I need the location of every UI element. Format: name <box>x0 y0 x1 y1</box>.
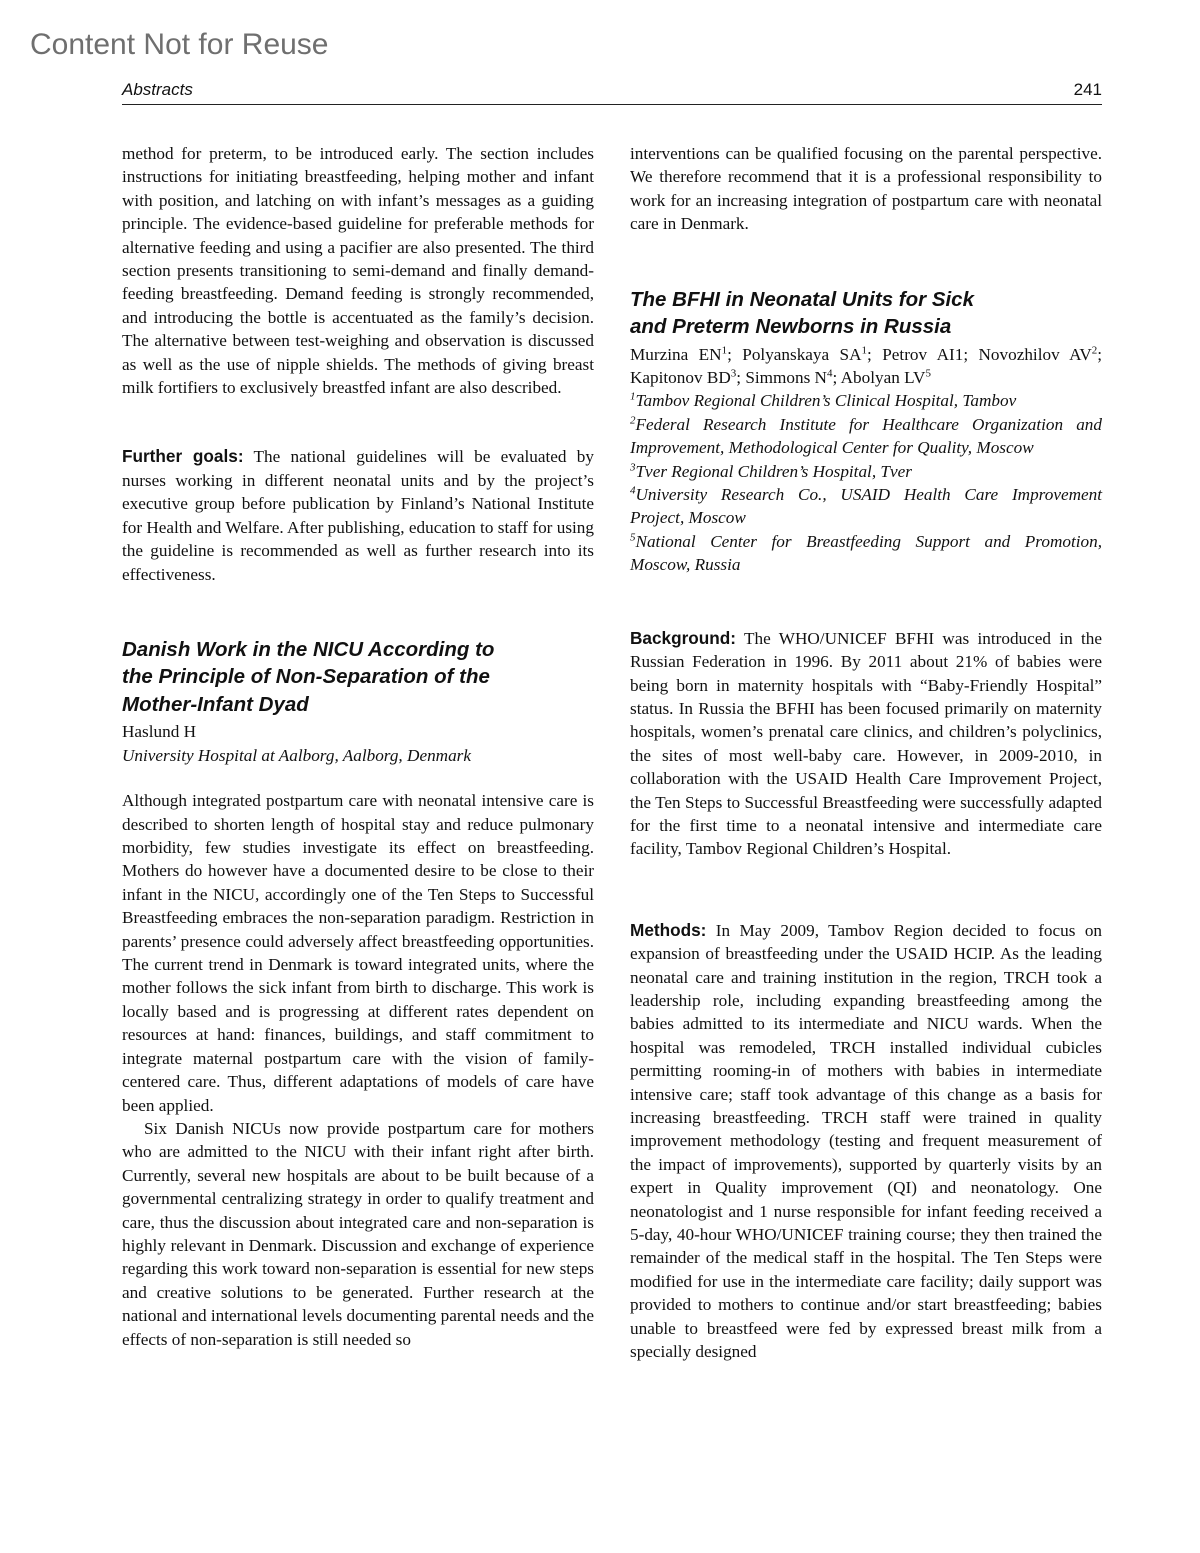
author-name: Kapitonov BD <box>630 368 731 388</box>
methods-label: Methods: <box>630 919 707 940</box>
paragraph: Although integrated postpartum care with neonatal intensive care is described to shorten length of hospital stay and reduce pulmonary morbidity, few studies investigate its effect on breastfeeding. Mothers do however have a documented desire to be close to their infant in the NICU, accordingly one of the Ten Steps to Successful Breastfeeding embraces the non-separation paradigm. Restriction in parents’ presence could adversely affect breastfeeding opportunities. The current trend in Denmark is toward integrated units, where the mother follows the sick infant from birth to discharge. This work is locally based and is progressing at different rates dependent on resources at hand: finances, buildings, and staff commitment to integrate maternal postpartum care with the vision of family-centered care. Thus, different adaptations of models of care have been applied. <box>122 791 594 1115</box>
title-line: Danish Work in the NICU According to <box>122 637 495 661</box>
affiliation: University Hospital at Aalborg, Aalborg, Denmark <box>122 745 471 765</box>
background-text: The WHO/UNICEF BFHI was introduced in the Russian Federation in 1996. By 2011 about 21% of babies were being born in maternity hospitals with “Baby-Friendly Hospital” status. In Russia the BFHI has been focused primarily on maternity hospitals, women’s prenatal care clinics, and children’s polyclinics, the sites of most well-baby care. However, in 2009-2010, in collaboration with the USAID Health Care Improvement Project, the Ten Steps to Successful Breastfeeding were successfully adapted for the first time to a neonatal intensive and intermediate care facility, Tambov Regional Children’s Hospital. <box>630 628 1102 859</box>
affiliation-text: National Center for Breastfeeding Support and Promotion, Moscow, Russia <box>630 531 1102 575</box>
author-name: Simmons N <box>745 368 827 388</box>
affiliation <box>630 483 1102 530</box>
author-name: Novozhilov AV <box>978 344 1092 364</box>
further-goals-paragraph <box>122 445 594 585</box>
title-line: Mother-Infant Dyad <box>122 692 309 716</box>
running-head <box>122 80 1102 105</box>
background-label: Background: <box>630 627 736 648</box>
affiliation-mark: 4 <box>630 484 636 497</box>
affiliation-text: University Research Co., USAID Health Care Improvement Project, Moscow <box>630 485 1102 528</box>
author-list: Murzina $EN^1$; Polyanskaya $SA^1$; Petrov AI1; Novozhilov $AV^2$; Kapitonov $BD^3$; Simmons $N^4$; Abolyan $LV^5$ <box>630 343 1103 388</box>
affiliation-mark: 1 <box>630 390 636 403</box>
further-goals-text: The national guidelines will be evaluated by nurses working in different neonatal units and by the project’s executive group before publication by Finland’s National Institute for Health and Welfare. After publishing, education to staff for using the guideline is recommended as well as further research into its effectiveness. <box>122 447 594 584</box>
methods-paragraph <box>630 919 1102 1364</box>
affiliation <box>630 413 1102 460</box>
author-affiliation-mark: 4 <box>826 367 833 380</box>
title-line: and Preterm Newborns in Russia <box>630 315 952 339</box>
affiliation-text: Tver Regional Children’s Hospital, Tver <box>635 461 912 481</box>
methods-text: In May 2009, Tambov Region decided to focus on expansion of breastfeeding under the USAID HCIP. As the leading neonatal care and training institution in the region, TRCH took a leadership role, including expanding breastfeeding among the babies admitted to its intermediate and NICU wards. When the hospital was remodeled, TRCH installed individual cubicles permitting rooming-in of mothers with babies in intermediate intensive care; staff took advantage of this change as a basis for increasing breastfeeding. TRCH staff were trained in quality improvement methodology (testing and frequent measurement of the impact of improvements), supported by quarterly visits by an expert in Quality improvement (QI) and neonatology. One neonatologist and 1 nurse responsible for infant feeding received a 5-day, 40-hour WHO/UNICEF training course; they then trained the remainder of the medical staff in the hospital. The Ten Steps were modified for use in the intermediate care facility; daily support was provided to mothers to continue and/or start breastfeeding; babies unable to breastfeed were fed by expressed breast milk from a specially designed <box>630 920 1103 1362</box>
article-title-danish <box>122 636 594 719</box>
article-title-bfhi <box>630 286 1102 341</box>
title-line: The BFHI in Neonatal Units for Sick <box>630 287 974 311</box>
page-number: 241 <box>1073 80 1102 99</box>
watermark: Content Not for Reuse <box>30 28 329 61</box>
author-name: Murzina EN <box>630 344 722 364</box>
author-affiliation-mark: 1 <box>861 343 868 356</box>
author-name: Polyanskaya SA <box>742 344 862 364</box>
author-affiliation-mark: 1 <box>721 343 728 356</box>
author-line: Haslund H <box>122 722 196 742</box>
author-name: Petrov AI1 <box>882 344 964 364</box>
author-affiliation-mark: 3 <box>730 367 737 380</box>
paragraph: method for preterm, to be introduced early. The section includes instructions for initiating breastfeeding, helping mother and infant with position, and latching on with infant’s messages as a guiding principle. The evidence-based guideline for preferable methods for alternative feeding and using a pacifier are also presented. The third section presents transitioning to semi-demand and finally demand-feeding breastfeeding. Demand feeding is strongly recommended, and introducing the bottle is accentuated as the family’s decision. The alternative between test-weighing and observation is discussed as well as the use of nipple shields. The methods of giving breast milk fortifiers to exclusively breastfed infant are also described. <box>122 144 594 398</box>
affiliation <box>630 530 1102 577</box>
section-title: Abstracts <box>122 80 193 99</box>
affiliation <box>630 460 1102 483</box>
author-name: Abolyan LV <box>840 368 926 388</box>
affiliation <box>630 389 1102 412</box>
affiliation-mark: 2 <box>630 414 636 427</box>
background-paragraph <box>630 627 1102 861</box>
affiliation-mark: 5 <box>630 531 636 544</box>
left-column <box>122 142 594 1351</box>
right-column <box>630 142 1102 1363</box>
paragraph: Six Danish NICUs now provide postpartum care for mothers who are admitted to the NICU with their infant right after birth. Currently, several new hospitals are about to be built because of a governmental centralizing strategy in order to qualify treatment and care, thus the discussion about integrated care and non-separation is highly relevant in Denmark. Discussion and exchange of experience regarding this work toward non-separation is essential for new steps and creative solutions to be generated. Further research at the national and international levels documenting parental needs and the effects of non-separation is still needed so <box>122 1118 594 1349</box>
affiliation-list <box>630 389 1102 576</box>
affiliation-text: Federal Research Institute for Healthcare Organization and Improvement, Methodological Center for Quality, Moscow <box>630 414 1102 458</box>
author-affiliation-mark: 5 <box>925 367 931 380</box>
affiliation-text: Tambov Regional Children’s Clinical Hospital, Tambov <box>635 391 1017 411</box>
author-affiliation-mark: 2 <box>1091 343 1098 356</box>
further-goals-label: Further goals: <box>122 446 244 467</box>
title-line: the Principle of Non-Separation of the <box>122 665 490 689</box>
affiliation-mark: 3 <box>630 460 636 473</box>
paragraph: interventions can be qualified focusing on the parental perspective. We therefore recommend that it is a professional responsibility to work for an increasing integration of postpartum care with neonatal care in Denmark. <box>630 144 1102 234</box>
